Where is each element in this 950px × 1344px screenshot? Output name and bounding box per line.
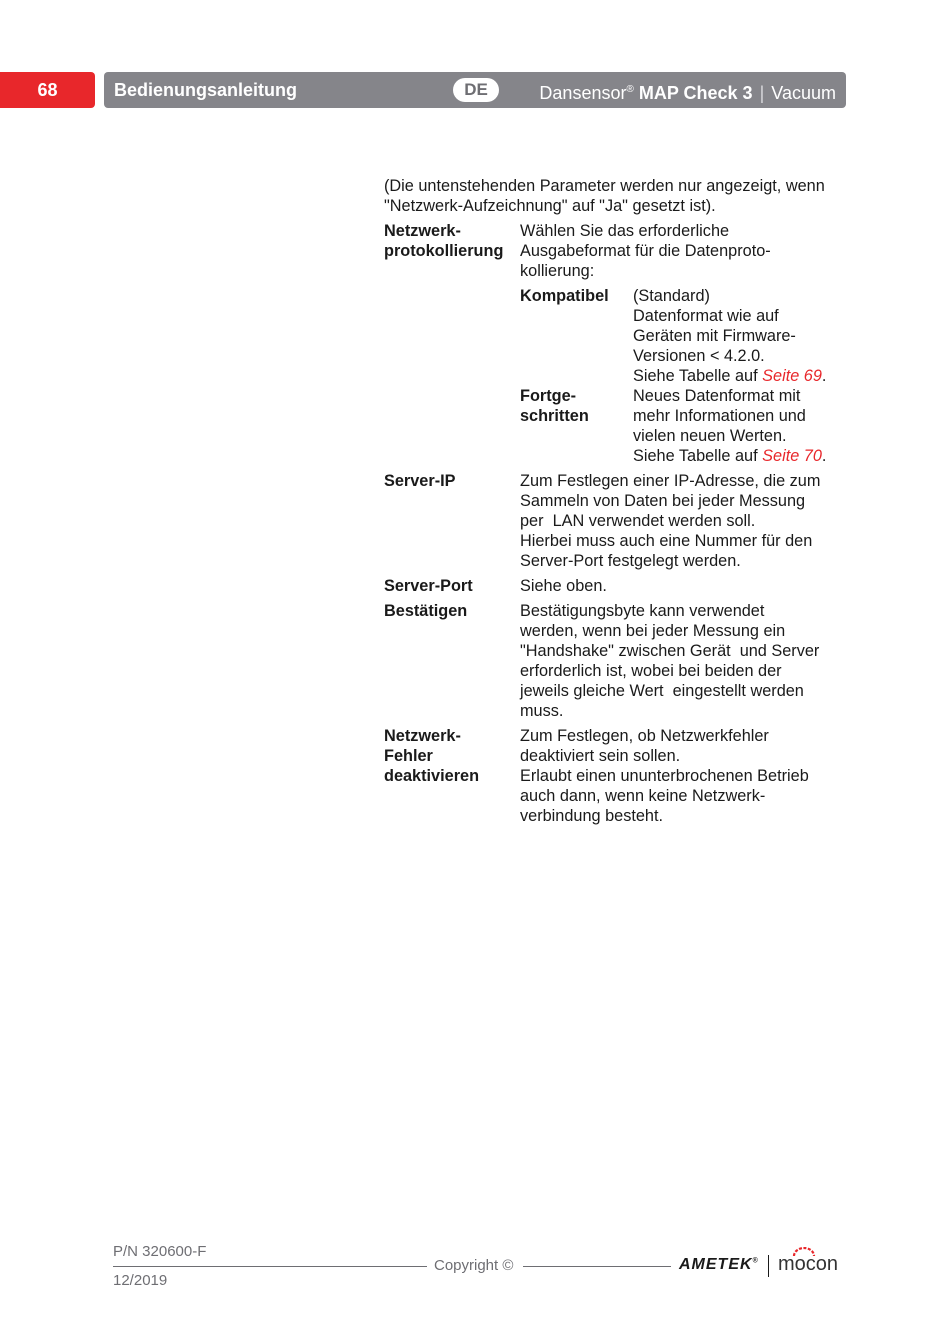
desc-line: verbindung besteht. — [520, 807, 664, 825]
ref-prefix: Siehe Tabelle auf — [633, 447, 763, 465]
intro-line: "Netzwerk-Aufzeichnung" auf "Ja" gesetzt ist). — [384, 197, 716, 215]
logo-divider — [768, 1255, 769, 1277]
registered-mark: ® — [626, 84, 634, 95]
desc-line: Neues Datenformat mit — [633, 387, 801, 405]
desc-line: jeweils gleiche Wert eingestellt werden — [520, 682, 804, 700]
desc-line: Bestätigungsbyte kann verwendet — [520, 602, 765, 620]
param-description — [520, 471, 836, 571]
param-row-server-port — [384, 576, 836, 596]
header-bar — [104, 72, 846, 108]
product-name — [539, 72, 836, 108]
desc-line: (Standard) — [633, 287, 710, 305]
ref-suffix: . — [821, 447, 827, 465]
desc-line: kollierung: — [520, 262, 595, 280]
copyright: Copyright © — [434, 1257, 514, 1274]
header-title: Bedienungsanleitung — [114, 80, 298, 100]
model-variant: Vacuum — [771, 83, 836, 103]
term-line: Kompatibel — [520, 287, 609, 305]
term-line: protokollierung — [384, 242, 504, 260]
param-term — [384, 221, 520, 466]
title-separator: | — [759, 83, 765, 103]
param-term — [384, 601, 520, 721]
param-row-netzwerk-fehler — [384, 726, 836, 826]
ametek-logo — [679, 1256, 759, 1274]
desc-line: muss. — [520, 702, 564, 720]
param-term — [384, 471, 520, 571]
term-line: Fortge- — [520, 387, 577, 405]
part-number: P/N 320600-F — [113, 1243, 207, 1260]
desc-line: deaktiviert sein sollen. — [520, 747, 681, 765]
page-link-69[interactable]: Seite 69 — [762, 367, 822, 385]
desc-line: Server-Port festgelegt werden. — [520, 552, 741, 570]
footer-divider — [113, 1266, 427, 1267]
page-number: 68 — [0, 72, 95, 108]
term-line: Bestätigen — [384, 602, 468, 620]
page-reference — [633, 446, 836, 466]
desc-line: Sammeln von Daten bei jeder Messung — [520, 492, 806, 510]
param-description — [520, 576, 836, 596]
param-description — [520, 221, 836, 466]
desc-line: auch dann, wenn keine Netzwerk- — [520, 787, 766, 805]
term-line: Fehler — [384, 747, 433, 765]
revision-date: 12/2019 — [113, 1272, 168, 1289]
desc-line: Wählen Sie das erforderliche — [520, 222, 730, 240]
option-row-fortgeschritten — [520, 386, 836, 466]
term-line: Server-Port — [384, 577, 473, 595]
desc-line: Zum Festlegen, ob Netzwerkfehler — [520, 727, 769, 745]
desc-line: per LAN verwendet werden soll. — [520, 512, 756, 530]
model-name: MAP Check 3 — [638, 83, 753, 103]
desc-line: Zum Festlegen einer IP-Adresse, die zum — [520, 472, 821, 490]
desc-line: vielen neuen Werten. — [633, 427, 787, 445]
desc-line: erforderlich ist, wobei bei beiden der — [520, 662, 782, 680]
desc-line: Versionen < 4.2.0. — [633, 347, 765, 365]
intro-line: (Die untenstehenden Parameter werden nur angezeigt, wenn — [384, 177, 825, 195]
param-term — [384, 726, 520, 826]
desc-line: Siehe oben. — [520, 577, 607, 595]
option-description — [633, 386, 836, 466]
desc-line: "Handshake" zwischen Gerät und Server — [520, 642, 820, 660]
desc-line: Geräten mit Firmware- — [633, 327, 796, 345]
option-row-kompatibel — [520, 286, 836, 386]
desc-line: Datenformat wie auf — [633, 307, 779, 325]
desc-line: Ausgabeformat für die Datenproto- — [520, 242, 771, 260]
option-description — [633, 286, 836, 386]
language-badge: DE — [453, 78, 499, 102]
desc-line: mehr Informationen und — [633, 407, 806, 425]
parameter-content — [384, 176, 836, 831]
term-line: Server-IP — [384, 472, 456, 490]
term-line: deaktivieren — [384, 767, 480, 785]
page-reference — [633, 366, 836, 386]
mocon-logo: mocon — [778, 1253, 839, 1275]
param-row-bestaetigen — [384, 601, 836, 721]
param-description — [520, 726, 836, 826]
brand-name: Dansensor — [539, 83, 627, 103]
ref-prefix: Siehe Tabelle auf — [633, 367, 763, 385]
ref-suffix: . — [821, 367, 827, 385]
param-row-netzwerk-protokollierung — [384, 221, 836, 466]
term-line: Netzwerk- — [384, 222, 461, 240]
option-term — [520, 286, 633, 386]
desc-line: werden, wenn bei jeder Messung ein — [520, 622, 786, 640]
intro-text — [384, 176, 836, 216]
desc-line: Erlaubt einen ununterbrochenen Betrieb — [520, 767, 809, 785]
desc-line: Hierbei muss auch eine Nummer für den — [520, 532, 813, 550]
term-line: schritten — [520, 407, 589, 425]
term-line: Netzwerk- — [384, 727, 461, 745]
registered-mark: ® — [752, 1257, 759, 1265]
option-term — [520, 386, 633, 466]
ametek-wordmark: AMETEK — [679, 1256, 753, 1273]
param-description — [520, 601, 836, 721]
page-link-70[interactable]: Seite 70 — [762, 447, 822, 465]
param-row-server-ip — [384, 471, 836, 571]
param-term — [384, 576, 520, 596]
footer-divider — [523, 1266, 671, 1267]
